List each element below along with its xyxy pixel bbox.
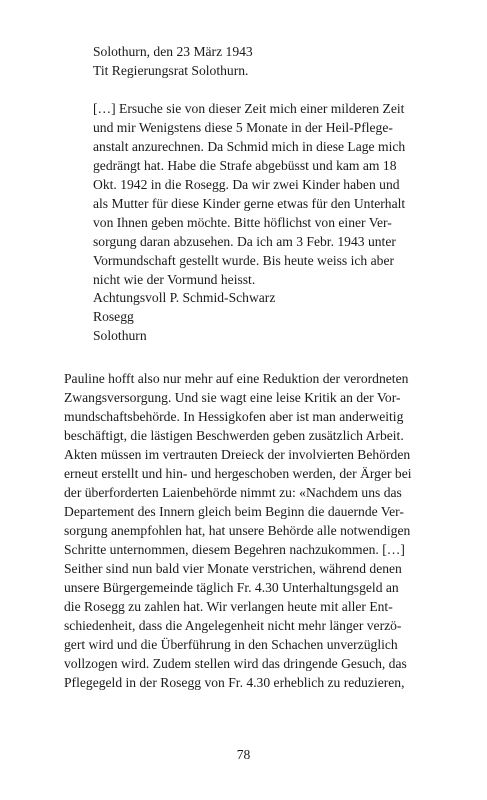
letter-body-line: Okt. 1942 in die Rosegg. Da wir zwei Kinder haben und [93,177,400,192]
paragraph-line: schiedenheit, dass die Angelegenheit nicht mehr länger verzö- [64,618,402,633]
page-number: 78 [236,747,251,762]
letter-body-line: und mir Wenigstens diese 5 Monate in der Heil-Pflege- [93,120,393,135]
paragraph-line: Zwangsversorgung. Und sie wagt eine leise Kritik an der Vor- [64,390,401,405]
paragraph-line: Pflegegeld in der Rosegg von Fr. 4.30 erheblich zu reduzieren, [64,675,405,690]
paragraph-line: erneut erstellt und hin- und hergeschoben werden, der Ärger bei [64,466,412,481]
letter-body-line: als Mutter für diese Kinder gerne etwas für den Unterhalt [93,196,406,211]
paragraph-line: unsere Bürgergemeinde täglich Fr. 4.30 Unterhaltungsgeld an [64,580,399,595]
paragraph-line: Departement des Innern gleich beim Beginn die dauernde Ver- [64,504,404,519]
paragraph-line: gert wird und die Überführung in den Schachen unverzüglich [64,637,398,652]
letter-heading-line: Tit Regierungsrat Solothurn. [93,63,249,78]
letter-body-line: Vormundschaft gestellt wurde. Bis heute weiss ich aber [93,253,395,268]
letter-body-line: von Ihnen geben möchte. Bitte höflichst von einer Ver- [93,215,392,230]
paragraph-line: beschäftigt, die lästigen Beschwerden geben zusätzlich Arbeit. [64,428,404,443]
letter-heading-line: Solothurn, den 23 März 1943 [93,44,253,59]
letter-signature-line: Achtungsvoll P. Schmid-Schwarz [93,290,276,305]
letter-body-line: […] Ersuche sie von dieser Zeit mich einer milderen Zeit [93,101,405,116]
letter-body-line: gedrängt hat. Habe die Strafe abgebüsst und kam am 18 [93,158,397,173]
paragraph-line: vollzogen wird. Zudem stellen wird das dringende Gesuch, das [64,656,407,671]
letter-body-line: anstalt anzurechnen. Da Schmid mich in diese Lage mich [93,139,406,154]
paragraph-line: sorgung anempfohlen hat, hat unsere Behörde alle notwendigen [64,523,411,538]
paragraph-line: die Rosegg zu zahlen hat. Wir verlangen heute mit aller Ent- [64,599,393,614]
letter-signature-line: Solothurn [93,328,147,343]
letter-signature-line: Rosegg [93,309,134,324]
paragraph-line: der überforderten Laienbehörde nimmt zu: «Nachdem uns das [64,485,402,500]
paragraph-line: Seither sind nun bald vier Monate verstrichen, während denen [64,561,402,576]
paragraph-line: Akten müssen im vertrauten Dreieck der involvierten Behörden [64,447,411,462]
paragraph-line: Pauline hofft also nur mehr auf eine Reduktion der verordneten [64,371,409,386]
paragraph-line: Schritte unternommen, diesem Begehren nachzukommen. […] [64,542,405,557]
letter-body-line: nicht wie der Vormund heisst. [93,272,256,287]
letter-body-line: sorgung daran abzusehen. Da ich am 3 Febr. 1943 unter [93,234,396,249]
paragraph-line: mundschaftsbehörde. In Hessigkofen aber ist man anderweitig [64,409,404,424]
